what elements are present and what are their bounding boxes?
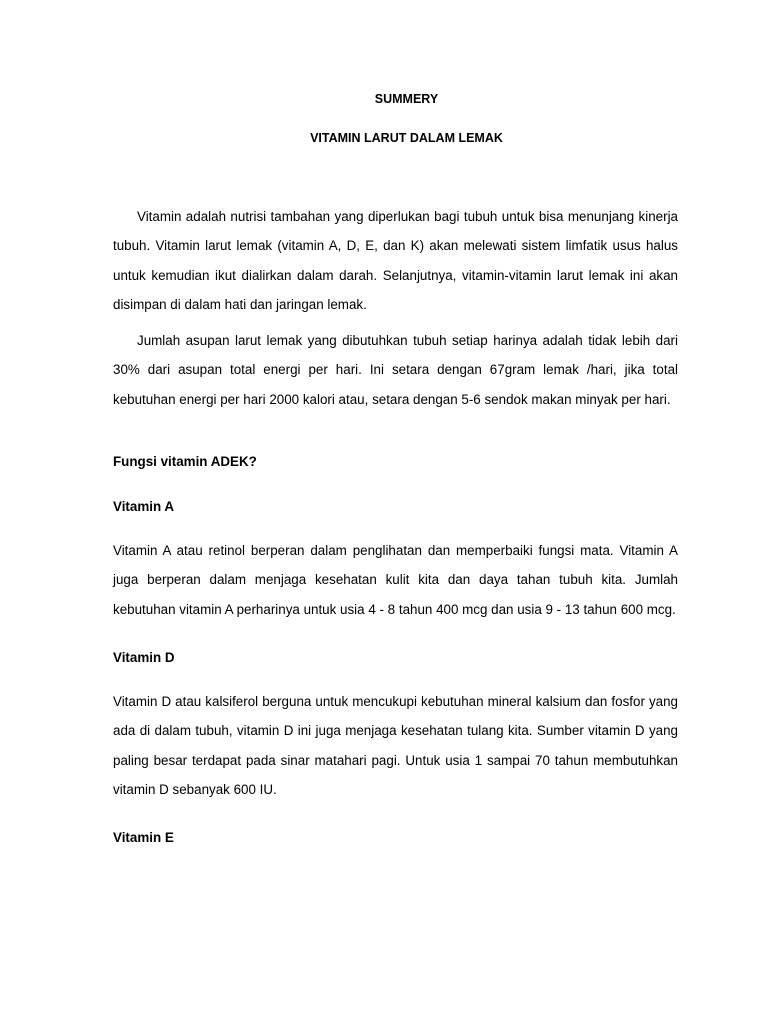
intro-section <box>113 202 678 414</box>
section-heading-vitamin-a: Vitamin A <box>113 499 175 515</box>
section-heading-vitamin-d: Vitamin D <box>113 649 175 665</box>
document-subtitle: VITAMIN LARUT DALAM LEMAK <box>310 131 503 145</box>
section-text-vitamin-d: Vitamin D atau kalsiferol berguna untuk mencukupi kebutuhan mineral kalsium dan fosfor yang ada di dalam tubuh, vitamin D ini juga menjaga kesehatan tulang kita. Sumber vitamin D yang paling besar terdapat pada sinar matahari pagi. Untuk usia 1 sampai 70 tahun membutuhkan vitamin D sebanyak 600 IU. <box>113 693 678 797</box>
question-heading: Fungsi vitamin ADEK? <box>113 454 257 470</box>
section-text-vitamin-a: Vitamin A atau retinol berperan dalam penglihatan dan memperbaiki fungsi mata. Vitamin A juga berperan dalam menjaga kesehatan kulit kita dan daya tahan tubuh kita. Jumlah kebutuhan vitamin A perharinya untuk usia 4 - 8 tahun 400 mcg dan usia 9 - 13 tahun 600 mcg. <box>113 543 678 617</box>
intro-paragraph: Jumlah asupan larut lemak yang dibutuhkan tubuh setiap harinya adalah tidak lebih dari 30% dari asupan total energi per hari. Ini setara dengan 67gram lemak /hari, jika total kebutuhan energi per hari 2000 kalori atau, setara dengan 5-6 sendok makan minyak per hari. <box>113 333 678 407</box>
document-title: SUMMERY <box>374 92 439 106</box>
intro-paragraph: Vitamin adalah nutrisi tambahan yang diperlukan bagi tubuh untuk bisa menunjang kinerja tubuh. Vitamin larut lemak (vitamin A, D, E, dan K) akan melewati sistem limfatik usus halus untuk kemudian ikut dialirkan dalam darah. Selanjutnya, vitamin-vitamin larut lemak ini akan disimpan di dalam hati dan jaringan lemak. <box>113 209 678 312</box>
section-heading-vitamin-e: Vitamin E <box>113 830 174 846</box>
